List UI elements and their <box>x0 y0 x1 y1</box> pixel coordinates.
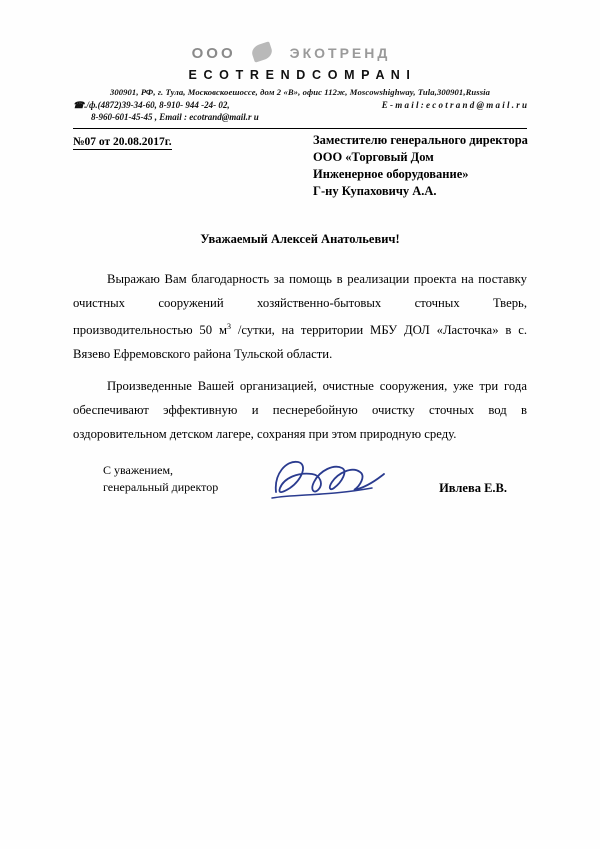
signature-position: генеральный директор <box>103 480 219 494</box>
phone-email-second-line: 8-960-601-45-45 , Email : ecotrand@mail.r u <box>91 112 259 122</box>
addressee-line: Г-ну Купаховичу А.А. <box>313 184 437 198</box>
paragraph-1 <box>73 267 527 366</box>
logo-row <box>0 40 600 66</box>
document-number: №07 от 20.08.2017г. <box>73 136 172 148</box>
signature-closing: С уважением, <box>103 463 174 477</box>
signature-block <box>73 462 527 522</box>
addressee-block <box>313 132 563 200</box>
paragraph-1-text-a: Выражаю Вам благодарность за помощь в реализации проекта на поставку очистных сооружений хозяйственно-бытовых сточных Тверь, производительностью 50 м <box>73 272 527 338</box>
signature-title <box>103 462 218 496</box>
salutation: Уважаемый Алексей Анатольевич! <box>200 232 400 246</box>
signatory-name: Ивлева Е.В. <box>439 481 507 495</box>
letterhead <box>0 40 600 129</box>
addressee-line: ООО «Торговый Дом <box>313 150 434 164</box>
cubic-superscript: 3 <box>226 322 231 331</box>
logo-ooo-text: ООО <box>191 44 236 62</box>
letter-body <box>73 232 527 454</box>
company-address: 300901, РФ, г. Тула, Московскоешоссе, дом 2 «В», офис 112ж, Moscowshighway, Tula,300901,Russia <box>109 87 491 97</box>
header-divider <box>73 128 527 129</box>
contact-row <box>73 100 527 111</box>
logo-brand-text: ЭКОТРЕНД <box>289 45 391 61</box>
leaf-logo-icon <box>250 43 276 63</box>
paragraph-1-text-b: /сутки, на территории МБУ ДОЛ «Ласточка» в с. Вязево Ефремовского района Тульской области. <box>73 323 527 362</box>
paragraph-2: Произведенные Вашей организацией, очистные сооружения, уже три года обеспечивают эффективную и песнеребойную очистку сточных вод в оздоровительном детском лагере, сохраняя при этом природную среду. <box>73 379 527 442</box>
header-block <box>73 132 528 198</box>
email-text: E - m a i l : e c o t r a n d @ m a i l . r u <box>381 100 527 110</box>
company-name: E C O T R E N D C O M P A N I <box>188 68 412 82</box>
addressee-line: Инженерное оборудование» <box>313 167 469 181</box>
phone-text: ☎./ф.(4872)39-34-60, 8-910- 944 -24- 02, <box>73 100 230 110</box>
addressee-line: Заместителю генерального директора <box>313 133 528 147</box>
handwritten-signature-icon <box>268 454 398 506</box>
